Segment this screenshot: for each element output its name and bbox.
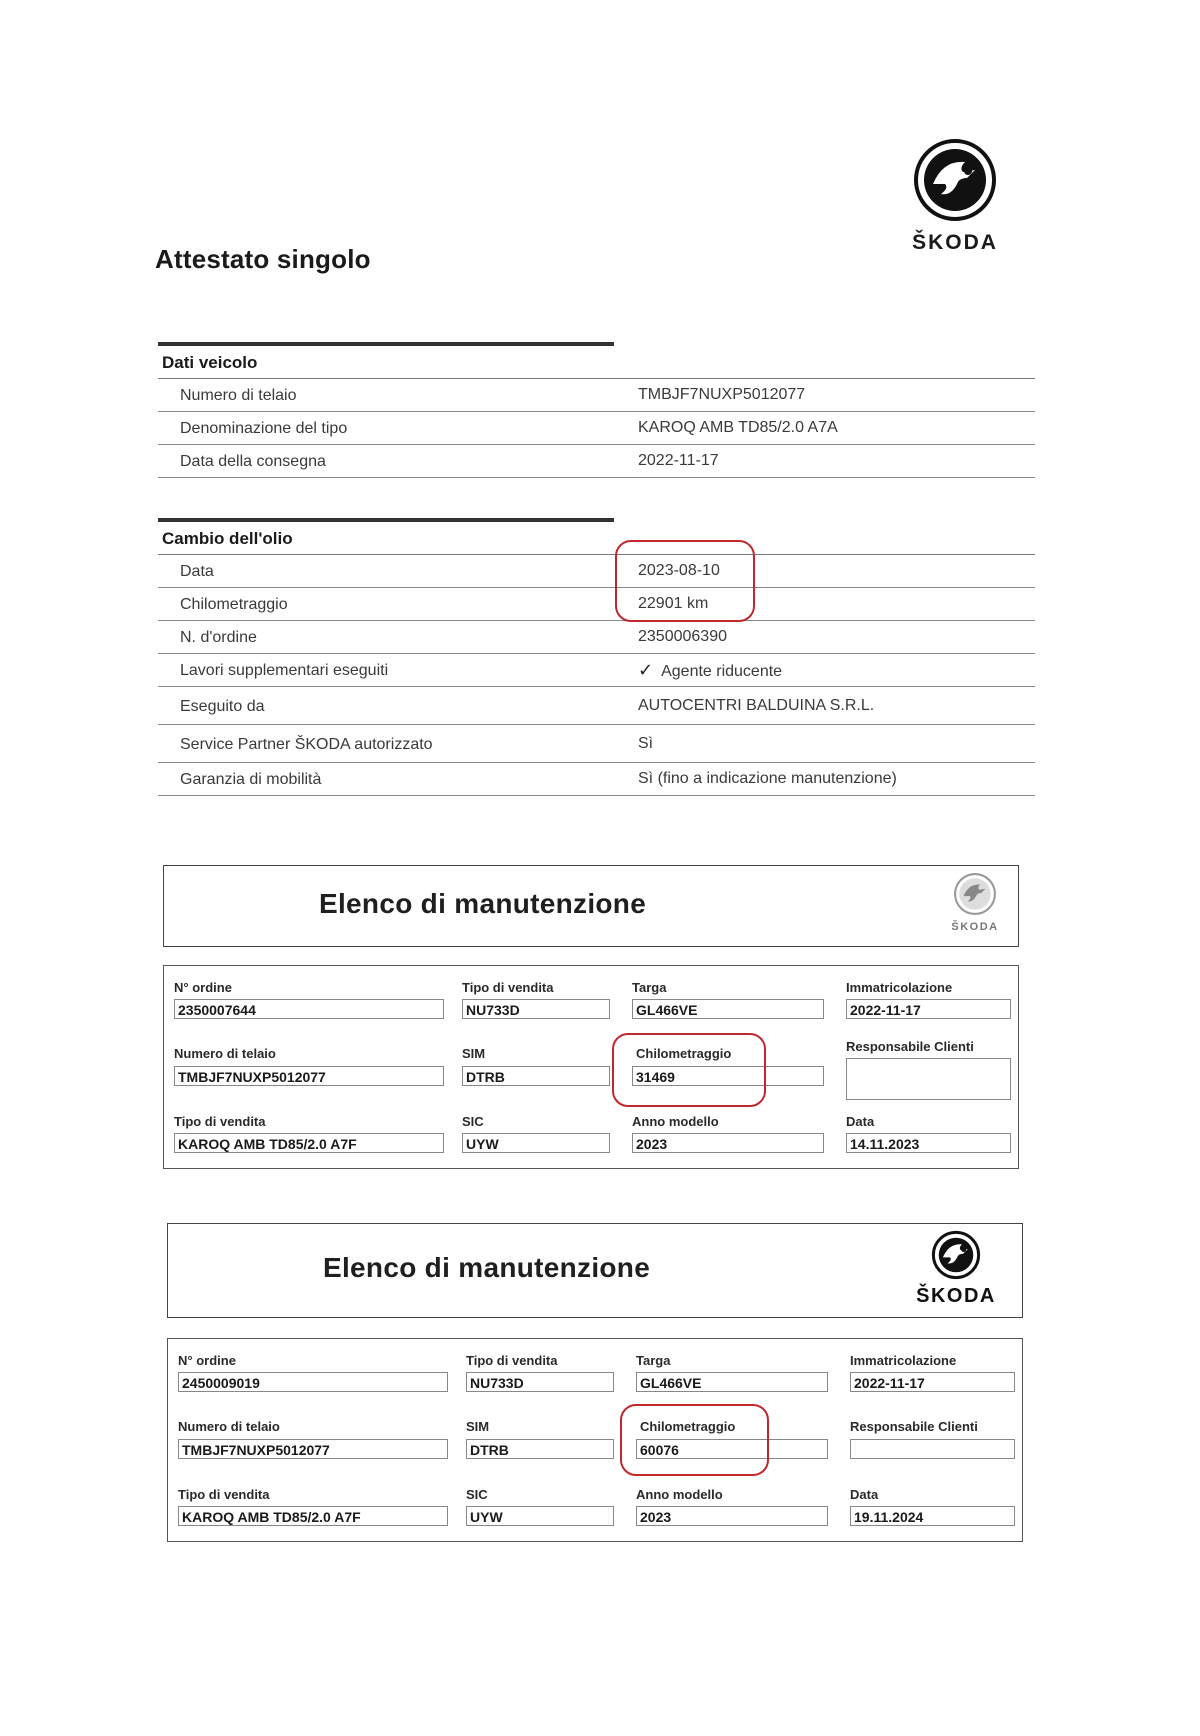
row-value: Sì bbox=[638, 735, 654, 752]
skoda-winged-arrow-icon bbox=[913, 138, 997, 222]
brand-logo bbox=[900, 138, 1010, 268]
row-label: Chilometraggio bbox=[180, 596, 288, 613]
field-label: Immatricolazione bbox=[850, 1353, 957, 1368]
model-type-field: KAROQ AMB TD85/2.0 A7F bbox=[178, 1506, 448, 1526]
table-row bbox=[158, 555, 1035, 588]
row-label: Eseguito da bbox=[180, 698, 265, 715]
mileage-field: 31469 bbox=[632, 1066, 824, 1086]
field-label: SIC bbox=[462, 1114, 484, 1129]
sic-field: UYW bbox=[466, 1506, 614, 1526]
row-label: Garanzia di mobilità bbox=[180, 771, 322, 788]
highlight-ring bbox=[620, 1404, 769, 1476]
field-label: Anno modello bbox=[636, 1487, 723, 1502]
sale-type-field: NU733D bbox=[462, 999, 610, 1019]
table-row bbox=[158, 588, 1035, 621]
card-title: Elenco di manutenzione bbox=[319, 888, 647, 919]
row-value: Sì (fino a indicazione manutenzione) bbox=[638, 770, 897, 787]
table-row bbox=[158, 654, 1035, 687]
brand-wordmark: ŠKODA bbox=[916, 1285, 996, 1307]
field-label: Tipo di vendita bbox=[174, 1114, 266, 1129]
brand-wordmark: ŠKODA bbox=[912, 231, 998, 254]
highlight-ring bbox=[612, 1033, 766, 1107]
field-label: SIC bbox=[466, 1487, 488, 1502]
field-label: Data bbox=[846, 1114, 875, 1129]
row-value: 2022-11-17 bbox=[638, 452, 719, 469]
oil-change-section bbox=[158, 518, 1035, 796]
page-title: Attestato singolo bbox=[155, 244, 371, 274]
field-label: Chilometraggio bbox=[640, 1419, 736, 1434]
sic-field: UYW bbox=[462, 1133, 610, 1153]
vin-field: TMBJF7NUXP5012077 bbox=[178, 1439, 448, 1459]
row-label: Data bbox=[180, 563, 214, 580]
mileage-field: 60076 bbox=[636, 1439, 828, 1459]
row-value: KAROQ AMB TD85/2.0 A7A bbox=[638, 419, 838, 436]
row-value: Agente riducente bbox=[661, 663, 783, 680]
field-label: Tipo di vendita bbox=[178, 1487, 270, 1502]
maintenance-grid bbox=[163, 965, 1019, 1169]
row-label: Denominazione del tipo bbox=[180, 420, 348, 437]
row-value: AUTOCENTRI BALDUINA S.R.L. bbox=[638, 697, 875, 714]
card-title: Elenco di manutenzione bbox=[323, 1252, 651, 1283]
field-label: SIM bbox=[462, 1046, 486, 1061]
maintenance-card-header bbox=[167, 1223, 1023, 1318]
section-heading: Dati veicolo bbox=[158, 346, 1035, 379]
sale-type-field: NU733D bbox=[466, 1372, 614, 1392]
maintenance-card-header bbox=[163, 865, 1019, 947]
field-label: Immatricolazione bbox=[846, 980, 953, 995]
field-label: Responsabile Clienti bbox=[850, 1419, 978, 1434]
field-label: Tipo di vendita bbox=[462, 980, 554, 995]
row-label: Service Partner ŠKODA autorizzato bbox=[180, 736, 433, 753]
brand-logo bbox=[896, 1230, 1016, 1308]
registration-date-field: 2022-11-17 bbox=[850, 1372, 1015, 1392]
field-label: Anno modello bbox=[632, 1114, 719, 1129]
table-row bbox=[158, 725, 1035, 763]
plate-field: GL466VE bbox=[636, 1372, 828, 1392]
field-label: Data bbox=[850, 1487, 879, 1502]
vehicle-section bbox=[158, 342, 1035, 478]
field-label: Numero di telaio bbox=[174, 1046, 276, 1061]
model-year-field: 2023 bbox=[636, 1506, 828, 1526]
skoda-winged-arrow-icon bbox=[953, 872, 997, 916]
field-label: N° ordine bbox=[178, 1353, 236, 1368]
skoda-winged-arrow-icon bbox=[931, 1230, 981, 1280]
highlight-ring bbox=[615, 540, 755, 622]
field-label: Numero di telaio bbox=[178, 1419, 280, 1434]
row-value: 22901 km bbox=[638, 595, 709, 612]
table-row bbox=[158, 445, 1035, 478]
row-value: 2023-08-10 bbox=[638, 562, 720, 579]
customer-manager-field bbox=[850, 1439, 1015, 1459]
row-value: TMBJF7NUXP5012077 bbox=[638, 386, 806, 403]
field-label: Targa bbox=[632, 980, 667, 995]
order-number-field: 2350007644 bbox=[174, 999, 444, 1019]
row-value: 2350006390 bbox=[638, 628, 727, 645]
section-heading: Cambio dell'olio bbox=[158, 522, 1035, 555]
order-number-field: 2450009019 bbox=[178, 1372, 448, 1392]
row-label: Lavori supplementari eseguiti bbox=[180, 662, 389, 679]
date-field: 19.11.2024 bbox=[850, 1506, 1015, 1526]
sim-field: DTRB bbox=[462, 1066, 610, 1086]
field-label: Tipo di vendita bbox=[466, 1353, 558, 1368]
vin-field: TMBJF7NUXP5012077 bbox=[174, 1066, 444, 1086]
checkmark-icon: ✓ bbox=[638, 660, 654, 680]
field-label: N° ordine bbox=[174, 980, 232, 995]
sim-field: DTRB bbox=[466, 1439, 614, 1459]
field-label: Chilometraggio bbox=[636, 1046, 732, 1061]
registration-date-field: 2022-11-17 bbox=[846, 999, 1011, 1019]
table-row bbox=[158, 763, 1035, 796]
table-row bbox=[158, 412, 1035, 445]
customer-manager-field bbox=[846, 1058, 1011, 1100]
field-label: Responsabile Clienti bbox=[846, 1039, 974, 1054]
table-row bbox=[158, 687, 1035, 725]
brand-wordmark: ŠKODA bbox=[951, 921, 999, 933]
plate-field: GL466VE bbox=[632, 999, 824, 1019]
row-label: N. d'ordine bbox=[180, 629, 257, 646]
model-type-field: KAROQ AMB TD85/2.0 A7F bbox=[174, 1133, 444, 1153]
table-row bbox=[158, 621, 1035, 654]
row-label: Data della consegna bbox=[180, 453, 326, 470]
brand-logo bbox=[940, 872, 1010, 933]
model-year-field: 2023 bbox=[632, 1133, 824, 1153]
field-label: SIM bbox=[466, 1419, 490, 1434]
maintenance-grid bbox=[167, 1338, 1023, 1542]
row-label: Numero di telaio bbox=[180, 387, 297, 404]
field-label: Targa bbox=[636, 1353, 671, 1368]
date-field: 14.11.2023 bbox=[846, 1133, 1011, 1153]
table-row bbox=[158, 379, 1035, 412]
